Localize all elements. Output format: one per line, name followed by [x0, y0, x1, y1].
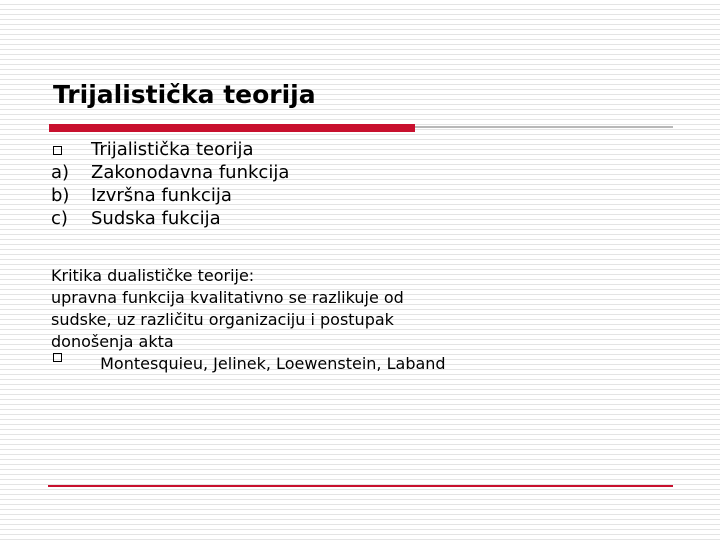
outline-marker: [51, 138, 91, 161]
names-line: [51, 353, 651, 375]
outline-item: [51, 207, 289, 230]
authors-names: Montesquieu, Jelinek, Loewenstein, Laband: [100, 354, 446, 373]
outline-list: [51, 138, 289, 230]
outline-marker: a): [51, 162, 70, 183]
paragraph-line: sudske, uz različitu organizaciju i postupak: [51, 310, 394, 329]
outline-marker: c): [51, 208, 68, 229]
outline-item: [51, 184, 289, 207]
title-underline-gray: [415, 126, 673, 128]
title-underline-red: [49, 124, 415, 132]
outline-item: [51, 161, 289, 184]
square-bullet-icon: [53, 353, 62, 362]
outline-item-text: Izvršna funkcija: [91, 185, 232, 206]
paragraph-line: donošenja akta: [51, 332, 174, 351]
slide-title: Trijalistička teorija: [53, 80, 316, 109]
paragraph-line: Kritika dualističke teorije:: [51, 266, 255, 285]
outline-item-text: Trijalistička teorija: [91, 139, 254, 160]
outline-item-text: Zakonodavna funkcija: [91, 162, 290, 183]
bottom-rule-red: [48, 485, 673, 487]
outline-item-text: Sudska fukcija: [91, 208, 221, 229]
paragraph-line: upravna funkcija kvalitativno se razlikuje od: [51, 288, 404, 307]
critique-paragraph: [51, 265, 651, 375]
square-bullet-icon: [53, 146, 62, 155]
outline-item: [51, 138, 289, 161]
outline-marker: b): [51, 185, 70, 206]
